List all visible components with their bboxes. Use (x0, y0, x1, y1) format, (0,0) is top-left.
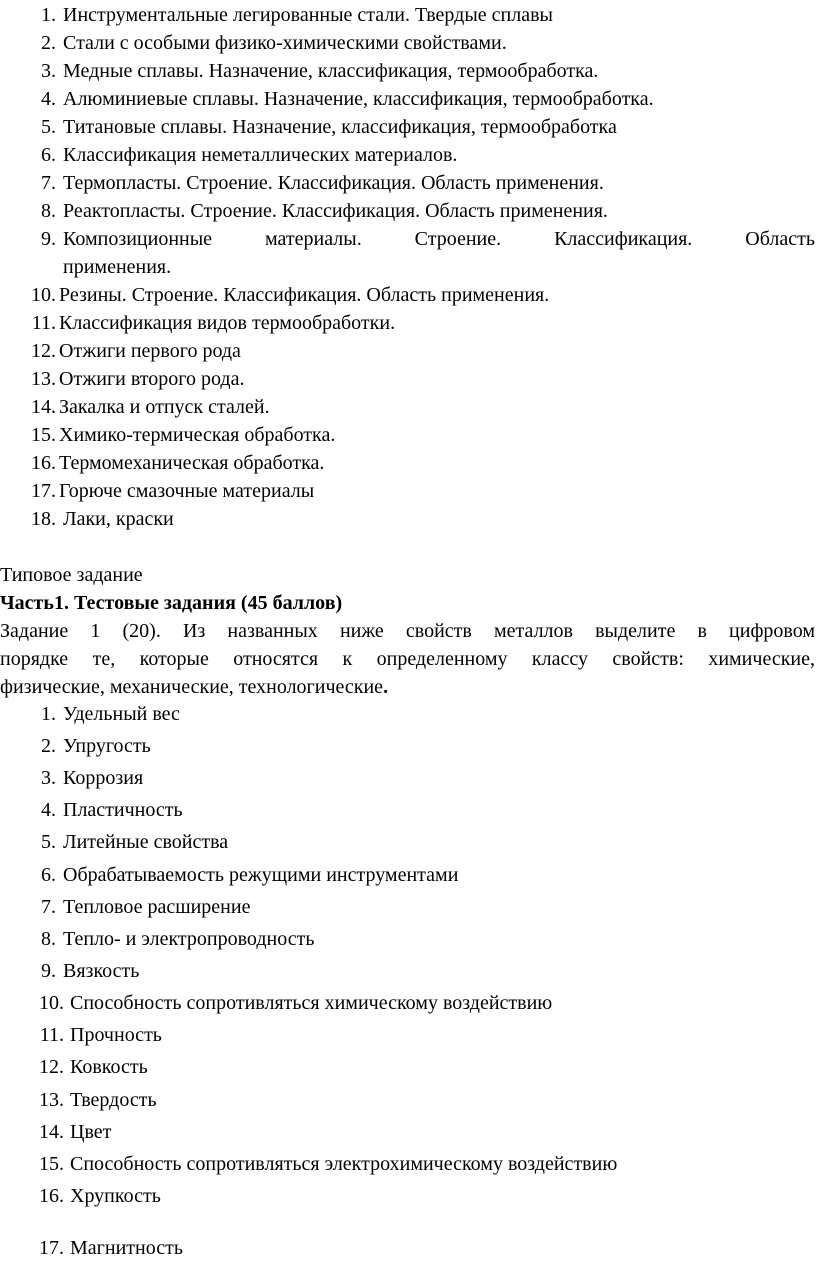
list-item-text: Медные сплавы. Назначение, классификация, термообработка. (63, 60, 599, 82)
list-item-text: Лаки, краски (63, 508, 174, 530)
list-item-text: Удельный вес (63, 703, 180, 725)
list-item-number: 7. (41, 896, 56, 918)
paragraph-end-period: . (383, 676, 389, 698)
list-item-text: Тепловое расширение (63, 896, 251, 918)
list-item-text: Инструментальные легированные стали. Твердые сплавы (63, 4, 553, 26)
list-item-number: 3. (41, 60, 56, 82)
list-item-text: Классификация неметаллических материалов. (63, 144, 458, 166)
list-item-text: Ковкость (70, 1056, 148, 1078)
list-item-number: 8. (41, 928, 56, 950)
list-item-number: 12. (39, 1056, 64, 1078)
list-item-text: Алюминиевые сплавы. Назначение, классификация, термообработка. (63, 88, 654, 110)
list-item-number: 10. (31, 284, 56, 306)
list-item-text: Классификация видов термообработки. (59, 312, 396, 334)
list-item-text: Обрабатываемость режущими инструментами (63, 864, 459, 886)
list-item-text: Прочность (70, 1024, 162, 1046)
list-item-number: 6. (41, 144, 56, 166)
list-item-text: Титановые сплавы. Назначение, классификация, термообработка (63, 116, 617, 138)
list-item-number: 1. (41, 4, 56, 26)
list-item-number: 15. (39, 1153, 64, 1175)
list-item-text: Стали с особыми физико-химическими свойствами. (63, 32, 507, 54)
list-item-number: 11. (31, 312, 56, 334)
list-item-text: Термопласты. Строение. Классификация. Область применения. (63, 172, 604, 194)
list-item-number: 5. (41, 116, 56, 138)
list-item-number: 4. (41, 799, 56, 821)
list-item-text: применения. (63, 256, 172, 278)
list-item-text: Магнитность (70, 1237, 183, 1259)
list-item-number: 6. (41, 864, 56, 886)
list-item-text: Реактопласты. Строение. Классификация. Область применения. (63, 200, 608, 222)
list-item-number: 3. (41, 767, 56, 789)
list-item-text: Коррозия (63, 767, 144, 789)
paragraph-text: порядке те, которые относятся к определенному классу свойств: химические, (0, 648, 815, 670)
list-item-number: 2. (41, 32, 56, 54)
list-item-text: Отжиги первого рода (59, 340, 241, 362)
list-item-number: 8. (41, 200, 56, 222)
list-item-number: 10. (39, 992, 64, 1014)
list-item-text: Термомеханическая обработка. (59, 452, 325, 474)
list-item-text: Хрупкость (70, 1185, 161, 1207)
section-heading: Часть1. Тестовые задания (45 баллов) (0, 592, 343, 614)
list-item-text: Упругость (63, 735, 151, 757)
list-item-number: 17. (39, 1237, 64, 1259)
list-item-text: Резины. Строение. Классификация. Область применения. (59, 284, 550, 306)
list-item-number: 7. (41, 172, 56, 194)
list-item-number: 13. (39, 1089, 64, 1111)
paragraph-text: физические, механические, технологические (0, 676, 384, 698)
list-item-number: 16. (39, 1185, 64, 1207)
list-item-text: Горюче смазочные материалы (59, 480, 315, 502)
list-item-text: Закалка и отпуск сталей. (59, 396, 270, 418)
list-item-text: Вязкость (63, 960, 140, 982)
list-item-text: Твердость (70, 1089, 157, 1111)
list-item-number: 11. (39, 1024, 64, 1046)
list-item-number: 2. (41, 735, 56, 757)
list-item-text: Способность сопротивляться электрохимическому воздействию (70, 1153, 618, 1175)
section-label: Типовое задание (0, 564, 143, 586)
list-item-number: 16. (31, 452, 56, 474)
list-item-number: 9. (41, 960, 56, 982)
list-item-text: Цвет (70, 1121, 112, 1143)
list-item-text: Способность сопротивляться химическому воздействию (70, 992, 553, 1014)
list-item-number: 4. (41, 88, 56, 110)
list-item-text: Тепло- и электропроводность (63, 928, 315, 950)
list-item-text: Композиционные материалы. Строение. Классификация. Область (63, 228, 815, 250)
list-item-text: Химико-термическая обработка. (59, 424, 336, 446)
list-item-text: Отжиги второго рода. (59, 368, 245, 390)
list-item-number: 13. (31, 368, 56, 390)
list-item-number: 1. (41, 703, 56, 725)
list-item-number: 5. (41, 831, 56, 853)
paragraph-text: Задание 1 (20). Из названных ниже свойств металлов выделите в цифровом (0, 620, 815, 642)
list-item-number: 14. (31, 396, 56, 418)
list-item-number: 12. (31, 340, 56, 362)
list-item-text: Литейные свойства (63, 831, 229, 853)
list-item-number: 18. (31, 508, 56, 530)
list-item-number: 9. (41, 228, 56, 250)
list-item-number: 15. (31, 424, 56, 446)
list-item-text: Пластичность (63, 799, 183, 821)
list-item-number: 17. (31, 480, 56, 502)
list-item-number: 14. (39, 1121, 64, 1143)
